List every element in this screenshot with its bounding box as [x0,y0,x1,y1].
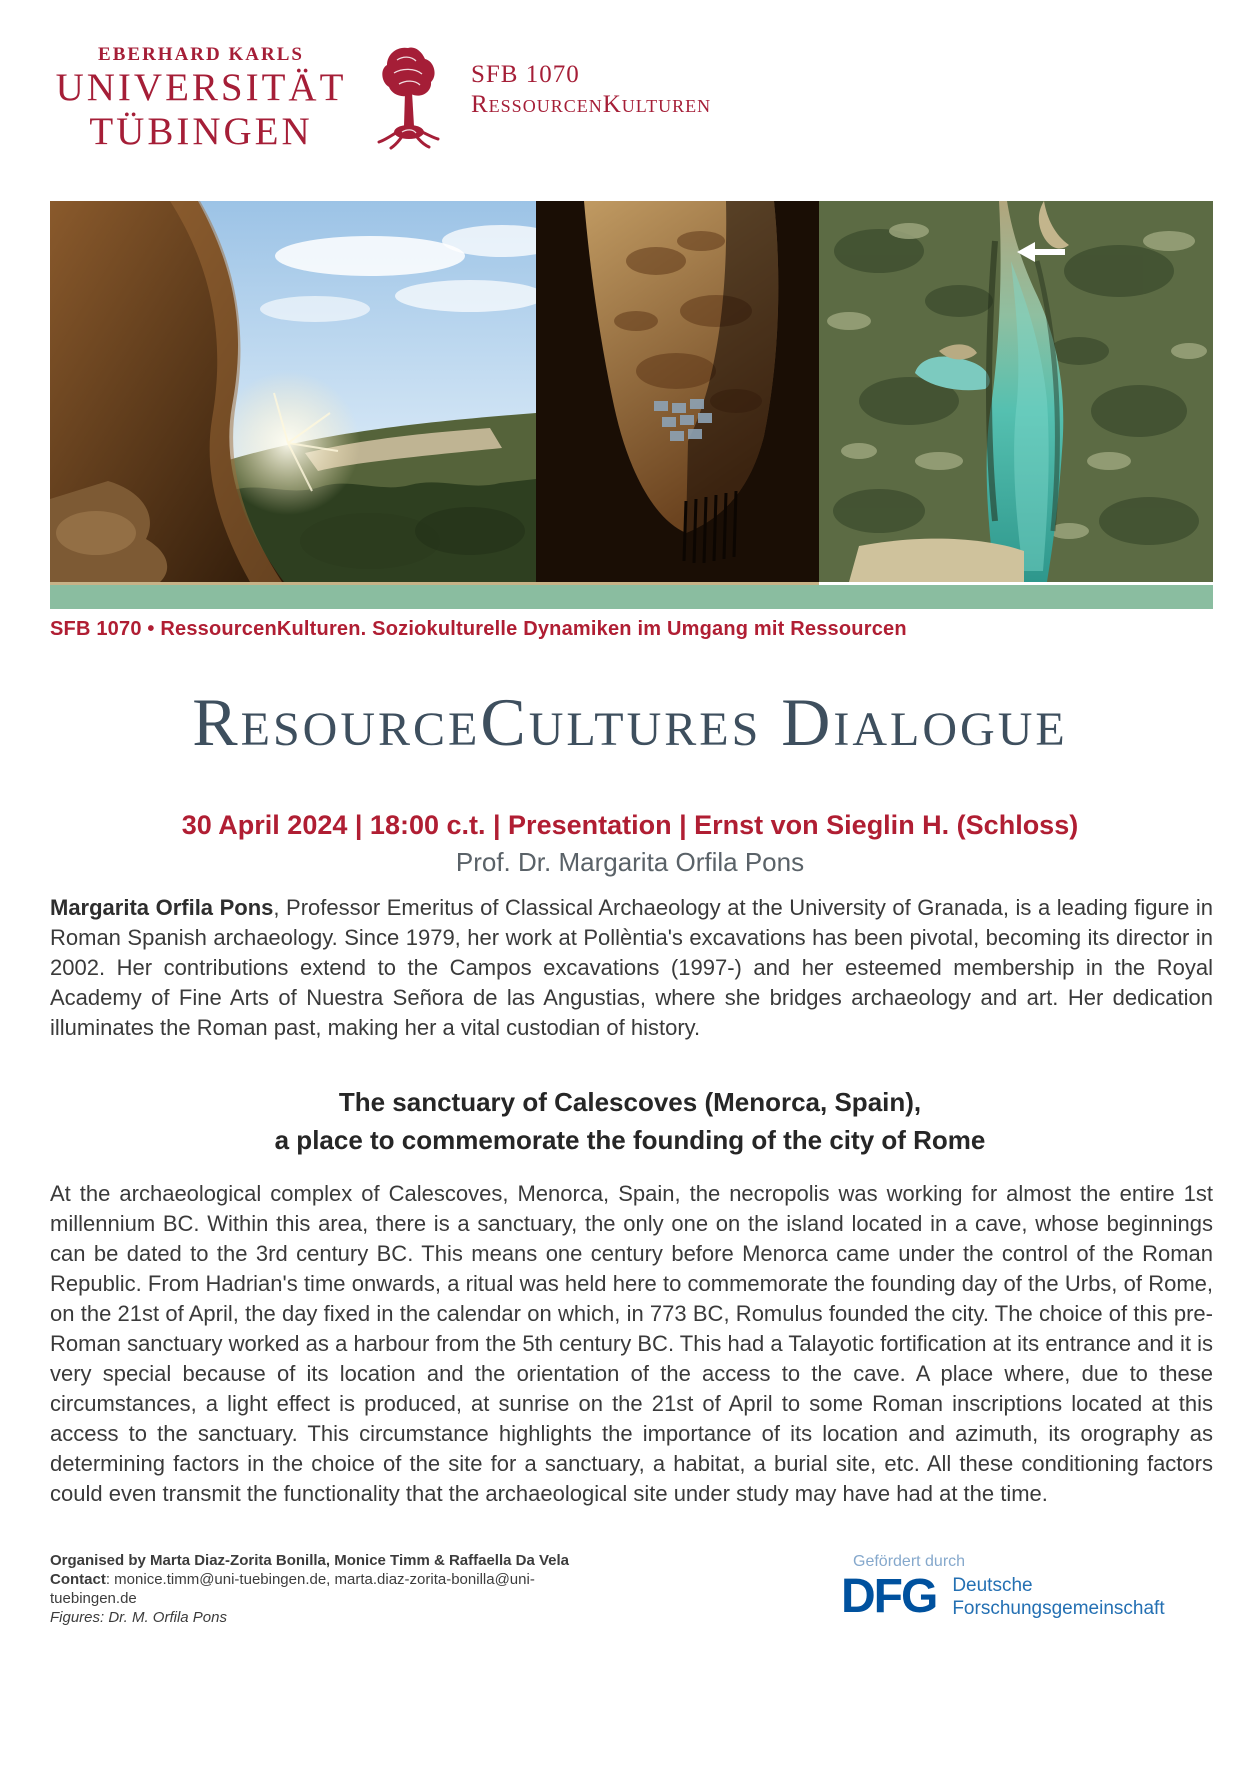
sfb-logo-text [471,60,711,120]
photo-cave-entrance-at-sunrise [50,201,536,582]
dfg-logo [841,1551,1213,1627]
dfg-logo-row [841,1570,1213,1623]
photo-strip [50,201,1213,582]
dfg-full-name: Deutsche Forschungsgemeinschaft [952,1575,1165,1619]
talk-abstract: At the archaeological complex of Calescoves, Menorca, Spain, the necropolis was working for almost the entire 1st millennium BC. Within this area, there is a sanctuary, the only one on the island located in a cave, whose beginnings can be dated to the 3rd century BC. This means one century before Menorca came under the control of the Roman Republic. From Hadrian's time onwards, a ritual was held here to commemorate the founding day of the Urbs, of Rome, on the 21st of April, the day fixed in the calendar on which, in 773 BC, Romulus founded the city. The choice of this pre-Roman sanctuary worked as a harbour from the 5th century BC. This had a Talayotic fortification at its entrance and it is very special because of its location and the orientation of the access to the cave. A place where, due to these circumstances, a light effect is produced, at sunrise on the 21st of April to some Roman inscriptions located at this access to the sanctuary. This circumstance highlights the importance of its location and azimuth, its orography as determining factors in the choice of the site for a sanctuary, a habitat, a burial site, etc. All these conditioning factors could even transmit the functionality that the archaeological site under study may have had at the time. [50,1181,1213,1506]
figures-credit: Figures: Dr. M. Orfila Pons [50,1609,227,1626]
header [0,0,1260,155]
speaker-bio-lead: Margarita Orfila Pons [50,895,274,920]
talk-title-line2: a place to commemorate the founding of the city of Rome [274,1125,986,1155]
talk-title-line1: The sanctuary of Calescoves (Menorca, Spain), [338,1087,922,1117]
photo-aerial-cove-satellite [819,201,1213,582]
contact-label: Contact [50,1571,106,1588]
organisers-line: Organised by Marta Diaz-Zorita Bonilla, Monice Timm & Raffaella Da Vela [50,1552,570,1569]
credits-block [50,1551,595,1627]
page-title: ResourceCultures Dialogue [192,684,1068,760]
speaker-name: Prof. Dr. Margarita Orfila Pons [455,847,805,877]
talk-title [0,1083,1260,1159]
university-name-line1: UNIVERSITÄT [55,66,347,109]
university-wordmark [55,44,347,154]
funded-by-label: Gefördert durch [853,1553,966,1570]
speaker-bio [50,893,1213,1043]
contact-line [50,1570,595,1608]
university-name-small: EBERHARD KARLS [98,44,304,65]
sfb-number: SFB 1070 [471,61,580,88]
photo-cave-wall-inscriptions [536,201,819,582]
dfg-acronym: DFG [841,1570,937,1623]
contact-emails: : monice.timm@uni-tuebingen.de, marta.diaz-zorita-bonilla@uni-tuebingen.de [50,1571,535,1607]
teal-strip [50,585,1213,609]
tree-logo-icon [375,46,441,155]
footer [50,1551,1213,1627]
university-name-line2: TÜBINGEN [89,110,313,154]
speaker-bio-text: , Professor Emeritus of Classical Archaeology at the University of Granada, is a leading figure in Roman Spanish archaeology. Since 1979, her work at Pollèntia's excavations has been pivotal, becoming its director in 2002. Her contributions extend to the Campos excavations (1997-) and her esteemed membership in the Royal Academy of Fine Arts of Nuestra Señora de las Angustias, where she bridges archaeology and art. Her dedication illuminates the Roman past, making her a vital custodian of history. [50,895,1213,1040]
photo-banner [50,201,1213,609]
banner-caption: SFB 1070 • RessourcenKulturen. Soziokulturelle Dynamiken im Umgang mit Ressourcen [50,618,907,640]
sfb-name: RessourcenKulturen [471,91,712,118]
event-date-line: 30 April 2024 | 18:00 c.t. | Presentation | Ernst von Sieglin H. (Schloss) [181,810,1079,840]
